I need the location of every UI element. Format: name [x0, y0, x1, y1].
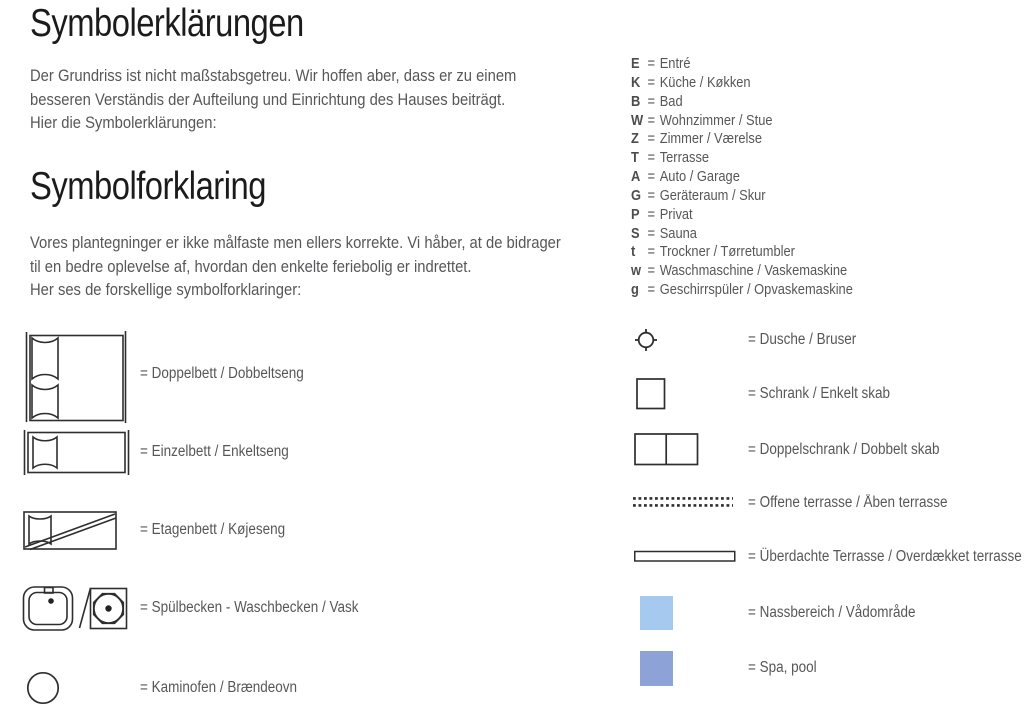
equals-sign: = [647, 244, 656, 261]
open-terrace-icon [632, 496, 734, 509]
symbol-label-spa-pool: = Spa, pool [748, 659, 817, 676]
page-title-german: Symbolerklärungen [30, 2, 304, 45]
intro-german [30, 64, 516, 135]
room-label: Sauna [659, 225, 697, 242]
room-label: Privat [659, 206, 693, 223]
room-legend-row [631, 262, 853, 281]
room-key: A [631, 169, 641, 186]
wood-stove-icon [26, 671, 60, 705]
room-label: Wohnzimmer / Stue [659, 112, 773, 129]
shower-icon [634, 328, 658, 352]
text-line: Der Grundriss ist nicht maßstabsgetreu. Wir hoffen aber, dass er zu einem [30, 66, 517, 85]
room-legend-row [631, 281, 853, 300]
room-legend-row [631, 74, 853, 93]
symbol-label-sink: = Spülbecken - Waschbecken / Vask [140, 599, 359, 616]
text-line: Her ses de forskellige symbolforklaringer: [30, 280, 302, 299]
room-key: T [631, 150, 639, 167]
symbol-label-open-terrace: = Offene terrasse / Åben terrasse [748, 494, 948, 511]
text-line: Hier die Symbolerklärungen: [30, 113, 217, 132]
symbol-label-covered-terrace: = Überdachte Terrasse / Overdækket terrasse [748, 548, 1022, 565]
room-legend-row [631, 149, 853, 168]
room-key: S [631, 225, 640, 242]
double-bed-icon [24, 331, 128, 423]
room-legend-row [631, 93, 853, 112]
room-label: Trockner / Tørretumbler [659, 244, 795, 261]
room-label: Entré [659, 56, 691, 72]
spa-pool-swatch [640, 651, 673, 686]
room-label: Auto / Garage [659, 169, 740, 186]
room-legend-row [631, 130, 853, 149]
equals-sign: = [647, 93, 656, 110]
room-key: Z [631, 131, 639, 148]
room-label: Terrasse [659, 150, 710, 167]
room-key: P [631, 206, 640, 223]
room-key: g [631, 282, 639, 299]
room-key: E [631, 56, 640, 72]
symbol-label-wet-area: = Nassbereich / Vådområde [748, 604, 916, 621]
page-title-danish: Symbolforklaring [30, 165, 266, 208]
equals-sign: = [647, 225, 656, 242]
equals-sign: = [647, 187, 656, 204]
intro-danish [30, 231, 561, 302]
equals-sign: = [647, 206, 656, 223]
equals-sign: = [647, 169, 656, 186]
slash-divider [80, 588, 91, 628]
text-line: besseren Verständis der Aufteilung und Einrichtung des Hauses beiträgt. [30, 89, 506, 109]
equals-sign: = [647, 131, 656, 148]
symbol-label-shower: = Dusche / Bruser [748, 331, 857, 348]
room-label: Zimmer / Værelse [659, 131, 763, 148]
room-key: B [631, 93, 641, 110]
symbol-label-bunk-bed: = Etagenbett / Køjeseng [140, 521, 286, 538]
room-legend-row [631, 55, 853, 74]
single-bed-icon [23, 430, 131, 476]
room-key: t [631, 244, 636, 261]
equals-sign: = [647, 150, 656, 167]
room-label: Geräteraum / Skur [659, 187, 766, 204]
double-cabinet-icon [634, 433, 699, 466]
room-key: w [631, 263, 642, 280]
room-label: Waschmaschine / Vaskemaskine [659, 263, 848, 280]
covered-terrace-icon [634, 550, 736, 563]
room-legend-row [631, 168, 853, 187]
room-legend-row [631, 112, 853, 131]
bunk-bed-icon [22, 510, 118, 552]
room-legend-row [631, 206, 853, 225]
sink-basin-icon [22, 584, 128, 632]
equals-sign: = [647, 56, 656, 72]
text-line: til en bedre oplevelse af, hvordan den enkelte feriebolig er indrettet. [30, 256, 472, 276]
room-key: G [631, 187, 642, 204]
equals-sign: = [647, 74, 656, 91]
equals-sign: = [647, 263, 656, 280]
room-key: W [631, 112, 644, 129]
room-label: Bad [659, 93, 683, 110]
room-legend-row [631, 187, 853, 206]
symbol-label-double-cabinet: = Doppelschrank / Dobbelt skab [748, 441, 940, 458]
equals-sign: = [647, 112, 656, 129]
room-legend-row [631, 243, 853, 262]
wet-area-swatch [640, 596, 673, 630]
single-cabinet-icon [636, 378, 666, 410]
symbol-label-double-bed: = Doppelbett / Dobbeltseng [140, 365, 304, 382]
room-label: Geschirrspüler / Opvaskemaskine [659, 282, 853, 299]
text-line: Vores plantegninger er ikke målfaste men ellers korrekte. Vi håber, at de bidrager [30, 233, 561, 252]
equals-sign: = [647, 282, 656, 299]
room-letter-legend [631, 55, 853, 300]
symbol-label-single-cabinet: = Schrank / Enkelt skab [748, 385, 891, 402]
room-label: Küche / Køkken [659, 74, 751, 91]
room-key: K [631, 74, 641, 91]
symbol-label-single-bed: = Einzelbett / Enkeltseng [140, 443, 289, 460]
room-legend-row [631, 225, 853, 244]
symbol-label-wood-stove: = Kaminofen / Brændeovn [140, 679, 298, 696]
